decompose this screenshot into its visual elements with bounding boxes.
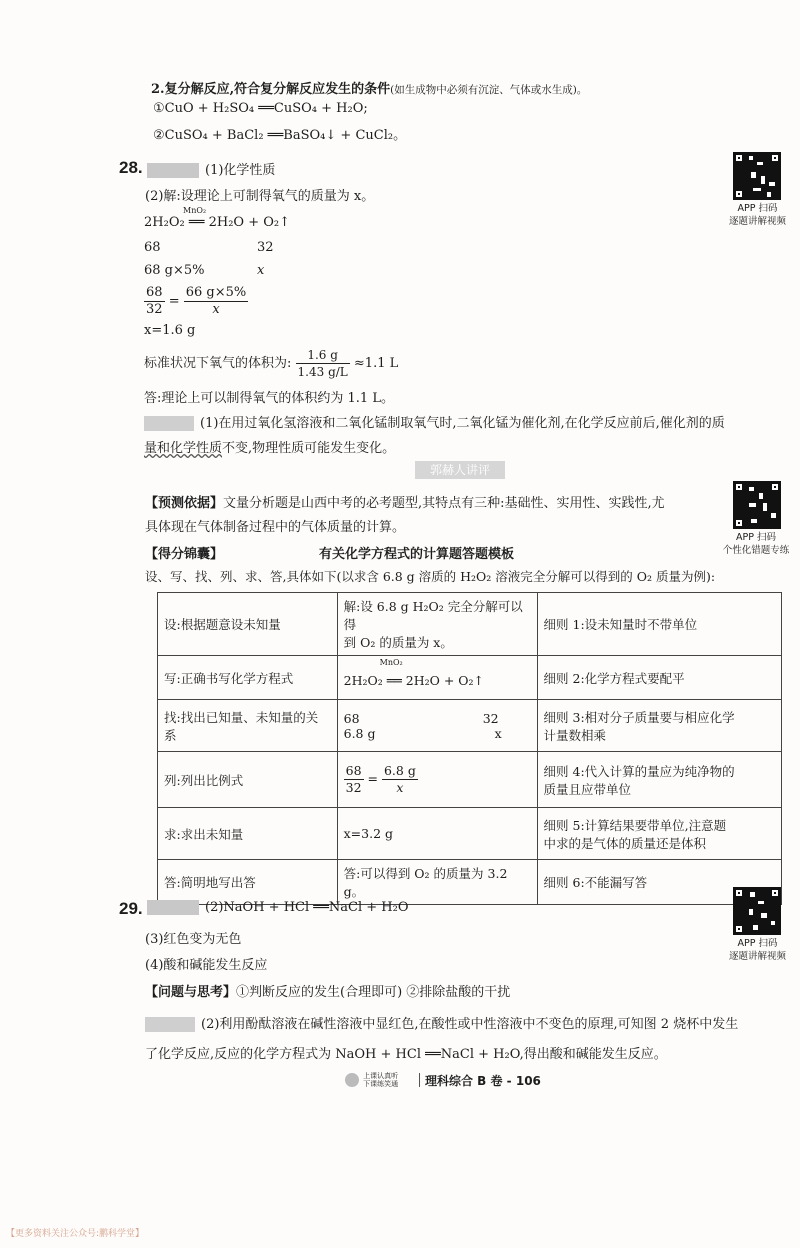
brand-logo-icon (345, 1073, 359, 1087)
table-row (158, 860, 782, 905)
q28-proportion: $\frac{68}{32}$ = $\frac{66 g\times 5\%}{x}$ (146, 285, 247, 317)
table-cell-step: 找:找出已知量、未知量的关系 (158, 700, 338, 752)
table-cell-example: x=3.2 g (337, 808, 537, 860)
q29-think: 【问题与思考】①判断反应的发生(合理即可) ②排除盐酸的干扰 (145, 985, 511, 1000)
table-cell-rule: 细则 5:计算结果要带单位,注意题 中求的是气体的质量还是体积 (537, 808, 781, 860)
qr-code-icon[interactable] (733, 152, 781, 200)
q29-explain-line1: (2)利用酚酞溶液在碱性溶液中显红色,在酸性或中性溶液中不变色的原理,可知图 2 烧杯中发生 (145, 1013, 738, 1032)
q28-volume: 标准状况下氧气的体积为: $\frac{1.6 g}{1.43 g/L}$ ≈1.1 L (144, 348, 399, 379)
q29-answer-2: (2)NaOH + HCl ══NaCl + H₂O (147, 900, 409, 915)
q28-result: x=1.6 g (144, 323, 196, 338)
table-cell-rule: 细则 6:不能漏写答 (537, 860, 781, 905)
q28-given: 68 g×5% (144, 263, 205, 278)
table-cell-example: $\frac{68}{32}$ = $\frac{6.8 g}{x}$ (337, 752, 537, 808)
q28-equation: 2H₂O₂ ══ 2H₂O + O₂↑ (144, 215, 291, 230)
table-row (158, 752, 782, 808)
footer-divider (419, 1073, 420, 1087)
table-cell-step: 列:列出比例式 (158, 752, 338, 808)
table-cell-example: 解:设 6.8 g H₂O₂ 完全分解可以得 到 O₂ 的质量为 x。 (337, 593, 537, 656)
table-cell-step: 设:根据题意设未知量 (158, 593, 338, 656)
score-title: 有关化学方程式的计算题答题模板 (319, 547, 515, 562)
table-cell-example: MnO₂ 2H₂O₂ ══ 2H₂O + O₂↑ (337, 656, 537, 700)
page-number: 理科综合 B 卷 - 106 (425, 1074, 541, 1088)
question-28-number: 28. (119, 158, 143, 177)
table-cell-rule: 细则 1:设未知量时不带单位 (537, 593, 781, 656)
q28-mass-68: 68 (144, 240, 161, 255)
table-row (158, 808, 782, 860)
table-cell-example: 68 32 6.8 g x (337, 700, 537, 752)
bottom-note: 【更多资料关注公众号:鹏科学堂】 (6, 1229, 145, 1239)
predict-basis-line2: 具体现在气体制备过程中的气体质量的计算。 (145, 520, 406, 535)
qr-code-icon[interactable] (733, 481, 781, 529)
part2-eq1: ①CuO + H₂SO₄ ══CuSO₄ + H₂O; (153, 101, 368, 116)
q29-answer-4: (4)酸和碱能发生反应 (145, 958, 268, 973)
table-cell-example: 答:可以得到 O₂ 的质量为 3.2 g。 (337, 860, 537, 905)
qr-caption-2: APP 扫码 个性化错题专练 (722, 532, 790, 556)
q28-answer-1: (1)化学性质 (147, 159, 275, 178)
calculation-template-table (157, 592, 782, 905)
explain-tag (144, 416, 194, 431)
q28-mass-32: 32 (257, 240, 274, 255)
q28-catalyst: MnO₂ (183, 206, 207, 215)
part2-note: (如生成物中必须有沉淀、气体或水生成)。 (390, 84, 588, 96)
table-row (158, 656, 782, 700)
section-banner: 郭赫人讲评 (415, 461, 505, 479)
q29-answer-3: (3)红色变为无色 (145, 932, 242, 947)
predict-basis: 【预测依据】文量分析题是山西中考的必考题型,其特点有三种:基础性、实用性、实践性,尤 (145, 496, 665, 511)
q28-explain-line1: (1)在用过氧化氢溶液和二氧化锰制取氧气时,二氧化锰为催化剂,在化学反应前后,催化剂的质 (144, 412, 725, 431)
q28-answer: 答:理论上可以制得氧气的体积约为 1.1 L。 (144, 391, 394, 406)
qr-caption-1: APP 扫码 逐题讲解视频 (728, 203, 786, 227)
part2-title: 2.复分解反应,符合复分解反应发生的条件(如生成物中必须有沉淀、气体或水生成)。 (151, 82, 588, 97)
answer-tag (147, 163, 199, 178)
table-cell-step: 写:正确书写化学方程式 (158, 656, 338, 700)
footer-logo: 上课认真听 下课练笑通 (345, 1072, 398, 1088)
table-row (158, 700, 782, 752)
table-cell-step: 答:简明地写出答 (158, 860, 338, 905)
table-cell-rule: 细则 3:相对分子质量要与相应化学 计量数相乘 (537, 700, 781, 752)
table-row (158, 593, 782, 656)
qr-caption-3: APP 扫码 逐题讲解视频 (728, 938, 786, 962)
table-cell-rule: 细则 2:化学方程式要配平 (537, 656, 781, 700)
q28-answer-2: (2)解:设理论上可制得氧气的质量为 x。 (145, 189, 375, 204)
part2-eq2: ②CuSO₄ + BaCl₂ ══BaSO₄↓ + CuCl₂。 (153, 128, 407, 143)
question-29-number: 29. (119, 899, 143, 918)
explain-tag (145, 1017, 195, 1032)
qr-code-icon[interactable] (733, 887, 781, 935)
q28-unknown: x (257, 263, 265, 278)
answer-tag (147, 900, 199, 915)
score-tips: 【得分锦囊】 (145, 547, 224, 562)
q28-explain-line2: 量和化学性质不变,物理性质可能发生变化。 (144, 441, 396, 456)
steps-intro: 设、写、找、列、求、答,具体如下(以求含 6.8 g 溶质的 H₂O₂ 溶液完全分解可以得到的 O₂ 质量为例): (145, 569, 716, 584)
q29-explain-line2: 了化学反应,反应的化学方程式为 NaOH + HCl ══NaCl + H₂O,得出酸和碱能发生反应。 (145, 1047, 667, 1062)
table-cell-rule: 细则 4:代入计算的量应为纯净物的 质量且应带单位 (537, 752, 781, 808)
table-cell-step: 求:求出未知量 (158, 808, 338, 860)
